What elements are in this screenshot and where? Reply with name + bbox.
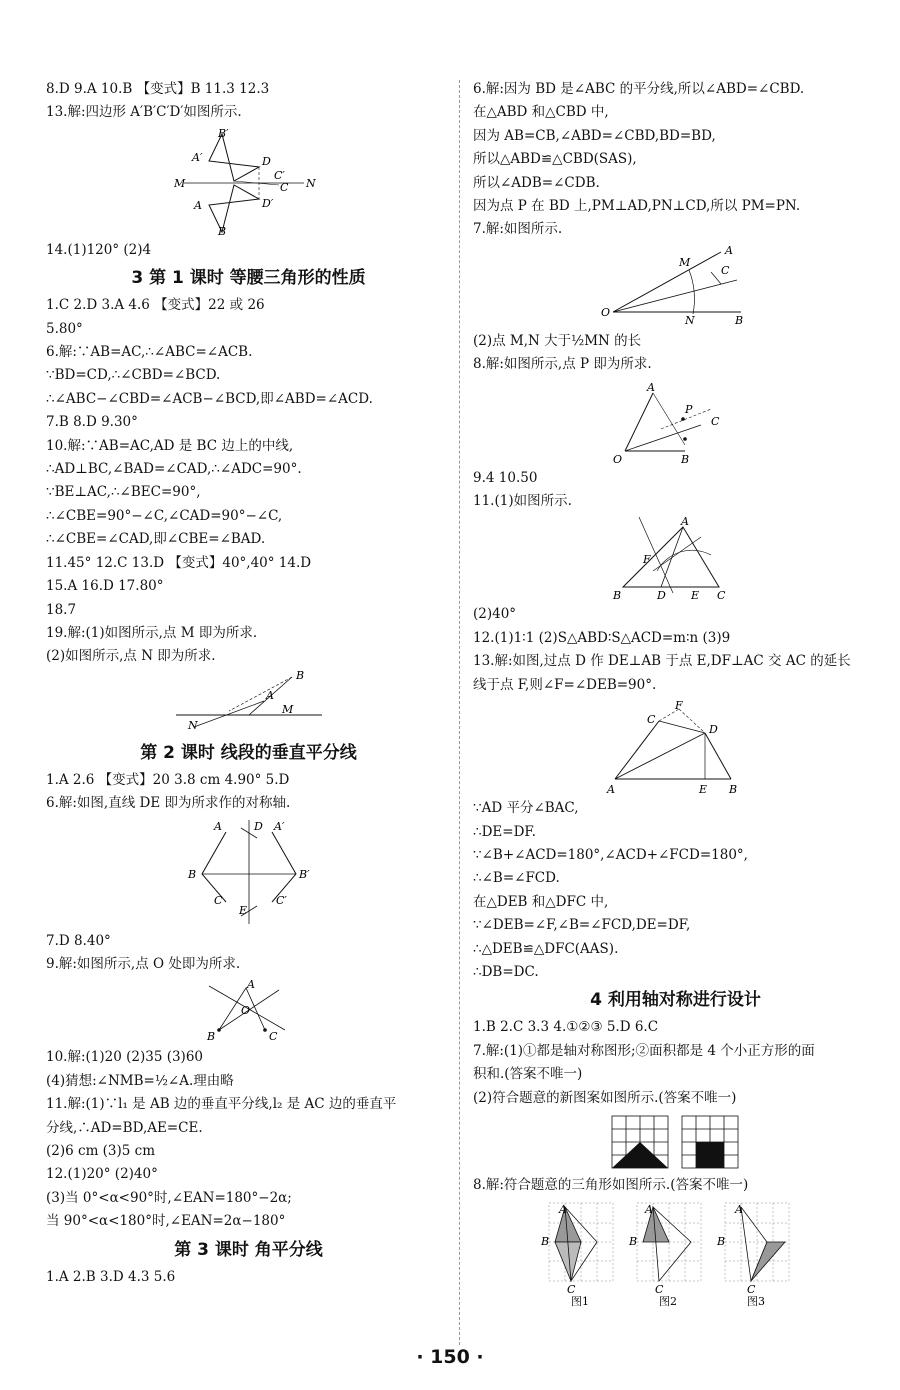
figure-label: D: [708, 723, 718, 737]
figure-label: A: [246, 978, 255, 992]
page-number: · 150 ·: [416, 1346, 484, 1368]
answer-line: 9.4 10.50: [473, 469, 538, 486]
answer-line: 9.解:如图所示,点 O 处即为所求.: [46, 955, 241, 972]
figure-label: N: [684, 313, 695, 327]
figure-label: B: [680, 452, 689, 465]
answer-line: ∴∠B=∠FCD.: [473, 870, 560, 887]
answer-line: 8.解:如图所示,点 P 即为所求.: [473, 356, 652, 373]
figure-label: B: [217, 224, 226, 237]
answer-line: 19.解:(1)如图所示,点 M 即为所求.: [46, 624, 258, 641]
figure-label: A: [680, 515, 689, 529]
point-o-figure: [189, 978, 309, 1044]
answer-line: ∴∠CBE=∠CAD,即∠CBE=∠BAD.: [46, 531, 266, 548]
figure-label: N: [187, 718, 198, 732]
figure-label: B: [540, 1235, 549, 1249]
figure-label: B: [628, 1235, 637, 1249]
answer-block: [473, 330, 878, 377]
left-column: [46, 78, 451, 1289]
answer-line: 11.解:(1)∵l₁ 是 AB 边的垂直平分线,l₂ 是 AC 边的垂直平: [46, 1096, 397, 1113]
figure-label: B′: [217, 126, 229, 140]
answer-line: 7.解:(1)①都是轴对称图形;②面积都是 4 个小正方形的面: [473, 1042, 815, 1059]
figure-label: E: [698, 783, 707, 796]
figure-caption: 图3: [746, 1295, 765, 1308]
answer-line: 7.B 8.D 9.30°: [46, 414, 138, 431]
answer-line: 18.7: [46, 601, 77, 618]
right-column: [473, 78, 878, 1309]
answer-line: 10.解:(1)20 (2)35 (3)60: [46, 1049, 204, 1066]
answer-block: [473, 797, 878, 984]
answer-line: 8.解:符合题意的三角形如图所示.(答案不唯一): [473, 1176, 749, 1193]
answer-line: 10.解:∵AB=AC,AD 是 BC 边上的中线,: [46, 437, 294, 454]
figure-label: C: [746, 1283, 755, 1297]
figure-label: M: [678, 255, 690, 269]
answer-line: 5.80°: [46, 320, 83, 337]
figure-label: N: [305, 176, 316, 190]
answer-line: ∵AD 平分∠BAC,: [473, 800, 579, 817]
answer-line: 14.(1)120° (2)4: [46, 241, 152, 258]
figure-label: C′: [273, 168, 285, 182]
figure-label: A: [646, 380, 655, 394]
figure-label: D: [656, 589, 666, 602]
figure-label: P: [684, 402, 692, 416]
figure-label: M: [173, 176, 185, 190]
figure-caption: 图1: [570, 1295, 589, 1308]
figure-label: B: [206, 1030, 215, 1044]
answer-line: (4)猜想:∠NMB=½∠A.理由略: [46, 1072, 234, 1089]
figure-label: B: [716, 1235, 725, 1249]
answer-line: 13.解:四边形 A′B′C′D′如图所示.: [46, 104, 242, 121]
answer-line: ∴AD⊥BC,∠BAD=∠CAD,∴∠ADC=90°.: [46, 461, 302, 478]
answer-line: 12.(1)1∶1 (2)S△ABD∶S△ACD=m∶n (3)9: [473, 629, 731, 646]
isosceles-figure: [601, 515, 751, 601]
figure-label: C′: [275, 893, 287, 907]
figure-label: F: [642, 553, 651, 567]
section-heading: 4 利用轴对称进行设计: [590, 990, 761, 1011]
answer-line: (2)40°: [473, 606, 517, 623]
section-heading: 第 2 课时 线段的垂直平分线: [140, 742, 357, 763]
angle-bisector-figure: [601, 244, 751, 328]
figure-label: O: [600, 305, 610, 319]
perpendicular-bisector-figure: [184, 818, 314, 928]
answer-line: 6.解:如图,直线 DE 即为所求作的对称轴.: [46, 795, 291, 812]
figure-label: C: [268, 1030, 277, 1044]
answer-block: [46, 930, 451, 977]
answer-block: [473, 1174, 878, 1197]
answer-block: [46, 239, 451, 262]
answer-line: ∵∠DEB=∠F,∠B=∠FCD,DE=DF,: [473, 917, 691, 934]
figure-label: D: [261, 154, 271, 168]
answer-line: ∴∠CBE=90°−∠C,∠CAD=90°−∠C,: [46, 507, 283, 524]
figure-label: C: [279, 180, 288, 194]
answer-line: 当 90°<α<180°时,∠EAN=2α−180°: [46, 1213, 286, 1230]
answer-line: 1.A 2.B 3.D 4.3 5.6: [46, 1268, 176, 1285]
answer-line: 11.(1)如图所示.: [473, 493, 572, 510]
answer-block: [46, 294, 451, 669]
figure-label: A: [724, 243, 733, 257]
answer-line: ∴∠ABC−∠CBD=∠ACB−∠BCD,即∠ABD=∠ACD.: [46, 390, 373, 407]
figure-label: A′: [273, 819, 284, 833]
figure-label: A: [213, 819, 222, 833]
figure-label: B′: [298, 867, 310, 881]
figure-label: A: [606, 783, 615, 796]
figure-label: D: [253, 819, 263, 833]
figure-label: E: [238, 903, 247, 917]
figure-label: C: [710, 414, 719, 428]
figure-label: B: [612, 589, 621, 602]
answer-line: 积和.(答案不唯一): [473, 1066, 583, 1083]
answer-line: 6.解:因为 BD 是∠ABC 的平分线,所以∠ABD=∠CBD.: [473, 81, 805, 97]
answer-line: 12.(1)20° (2)40°: [46, 1166, 158, 1183]
figure-label: O: [240, 1004, 250, 1018]
figure-label: A: [193, 198, 202, 212]
answer-line: ∴DE=DF.: [473, 823, 536, 840]
answer-line: 在△ABD 和△CBD 中,: [473, 104, 609, 121]
answer-line: ∴△DEB≌△DFC(AAS).: [473, 940, 619, 957]
answer-line: 1.A 2.6 【变式】20 3.8 cm 4.90° 5.D: [46, 771, 290, 788]
answer-line: 1.B 2.C 3.3 4.①②③ 5.D 6.C: [473, 1019, 659, 1036]
figure-label: O: [612, 452, 622, 465]
section-heading: 第 3 课时 角平分线: [174, 1239, 323, 1260]
answer-line: 因为 AB=CB,∠ABD=∠CBD,BD=BD,: [473, 127, 716, 144]
answer-line: ∵BE⊥AC,∴∠BEC=90°,: [46, 484, 201, 501]
point-p-figure: [611, 379, 741, 465]
section-heading: 3 第 1 课时 等腰三角形的性质: [131, 268, 366, 289]
answer-block: [473, 467, 878, 514]
answer-line: 7.解:如图所示.: [473, 221, 563, 238]
figure-caption: 图2: [658, 1295, 677, 1308]
grid-triangle-figures: [541, 1199, 811, 1307]
column-divider: [459, 80, 460, 1345]
figure-label: C: [213, 893, 222, 907]
answer-block: [46, 769, 451, 816]
answer-line: ∵BD=CD,∴∠CBD=∠BCD.: [46, 367, 221, 384]
figure-label: F: [674, 699, 683, 713]
answer-block: [46, 1266, 451, 1289]
figure-label: C: [716, 589, 725, 602]
figure-label: B: [187, 867, 196, 881]
answer-line: (2)符合题意的新图案如图所示.(答案不唯一): [473, 1089, 737, 1106]
answer-line: ∵∠B+∠ACD=180°,∠ACD+∠FCD=180°,: [473, 846, 748, 863]
answer-block: [473, 1016, 878, 1110]
answer-line: (2)如图所示,点 N 即为所求.: [46, 648, 216, 665]
answer-line: 7.D 8.40°: [46, 932, 111, 949]
figure-label: D′: [261, 196, 273, 210]
answer-line: (2)6 cm (3)5 cm: [46, 1142, 156, 1159]
answer-line: 15.A 16.D 17.80°: [46, 578, 164, 595]
triangle-d-figure: [601, 699, 751, 795]
answer-line: 1.C 2.D 3.A 4.6 【变式】22 或 26: [46, 297, 265, 314]
figure-label: E: [690, 589, 699, 602]
answer-line: 13.解:如图,过点 D 作 DE⊥AB 于点 E,DF⊥AC 交 AC 的延长: [473, 653, 851, 670]
answer-line: 所以∠ADB=∠CDB.: [473, 174, 600, 191]
figure-label: C: [720, 263, 729, 277]
answer-line: 分线,∴AD=BD,AE=CE.: [46, 1119, 203, 1136]
quadrilateral-figure: [174, 127, 324, 237]
answer-line: (2)点 M,N 大于½MN 的长: [473, 332, 642, 349]
answer-line: (3)当 0°<α<90°时,∠EAN=180°−2α;: [46, 1189, 292, 1206]
figure-label: B: [728, 783, 737, 796]
answer-block: [473, 603, 878, 697]
answer-line: 线于点 F,则∠F=∠DEB=90°.: [473, 676, 657, 693]
answer-block: [46, 78, 451, 125]
grid-pattern-figure: [606, 1112, 746, 1172]
answer-line: ∴DB=DC.: [473, 963, 539, 980]
answer-line: 在△DEB 和△DFC 中,: [473, 893, 609, 910]
figure-label: A: [558, 1203, 567, 1217]
answer-line: 11.45° 12.C 13.D 【变式】40°,40° 14.D: [46, 554, 312, 571]
answer-block: [46, 1046, 451, 1233]
answer-line: 6.解:∵AB=AC,∴∠ABC=∠ACB.: [46, 344, 253, 361]
figure-label: M: [281, 702, 293, 716]
figure-label: A: [734, 1203, 743, 1217]
answer-line: 8.D 9.A 10.B 【变式】B 11.3 12.3: [46, 81, 270, 97]
figure-label: A: [644, 1203, 653, 1217]
figure-label: C: [646, 713, 655, 727]
figure-label: C: [566, 1283, 575, 1297]
answer-line: 因为点 P 在 BD 上,PM⊥AD,PN⊥CD,所以 PM=PN.: [473, 198, 801, 215]
point-m-n-figure: [174, 671, 324, 737]
answer-line: 所以△ABD≌△CBD(SAS),: [473, 151, 637, 168]
answer-block: [473, 78, 878, 242]
figure-label: A′: [191, 150, 202, 164]
figure-label: B: [734, 313, 743, 327]
figure-label: A: [265, 688, 274, 702]
figure-label: C: [654, 1283, 663, 1297]
figure-label: B: [295, 670, 304, 682]
